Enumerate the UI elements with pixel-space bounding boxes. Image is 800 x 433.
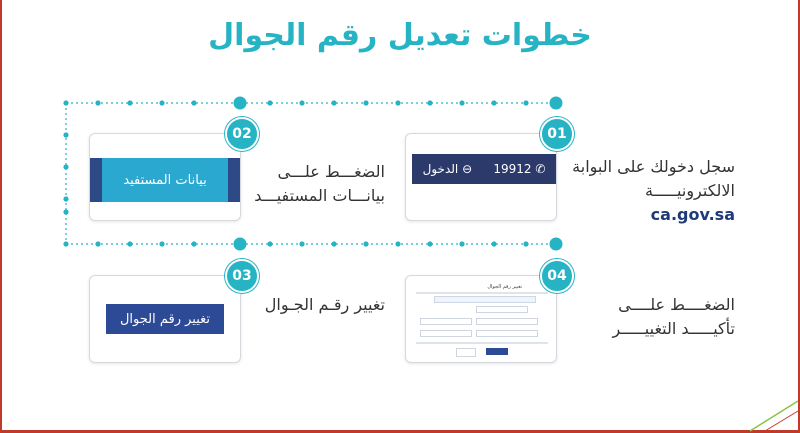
form-field[interactable] (420, 318, 472, 325)
login-bar[interactable] (412, 154, 556, 184)
step-02-card (89, 133, 241, 221)
path-dot (395, 100, 400, 105)
confirm-change-button[interactable] (486, 348, 508, 355)
change-mobile-button[interactable]: تغيير رقم الجوال (106, 304, 224, 334)
step-01-line1: سجل دخولك على البوابة (572, 157, 735, 176)
form-field[interactable] (476, 330, 538, 337)
page-title: خطوات تعديل رقم الجوال (208, 18, 592, 53)
step-04-card (405, 275, 557, 363)
path-dot (267, 241, 272, 246)
path-dot (299, 241, 304, 246)
path-dot (127, 241, 132, 246)
path-dot (63, 196, 68, 201)
path-dot (95, 241, 100, 246)
step-03-text (245, 293, 385, 317)
beneficiary-bar (90, 158, 240, 202)
path-dot (63, 100, 68, 105)
step-03-card (89, 275, 241, 363)
step-02-line1: الضغـــط علـــى (277, 162, 385, 181)
path-dot (234, 97, 247, 110)
path-dot (63, 209, 68, 214)
path-dot (550, 238, 563, 251)
step-02-text (245, 160, 385, 208)
step-04-text (565, 293, 735, 341)
path-dot (331, 100, 336, 105)
form-divider (416, 342, 548, 344)
path-dot (491, 241, 496, 246)
path-dot (234, 238, 247, 251)
step-04-line2: تأكيـــــد التغييـــــر (612, 319, 735, 338)
step-01-line2 (565, 179, 735, 227)
form-field[interactable] (476, 318, 538, 325)
cancel-button[interactable] (456, 348, 476, 357)
login-icon: ⊖ (462, 162, 473, 176)
phone-number: 19912 (493, 162, 532, 176)
step-01-text (565, 155, 735, 227)
step-02-badge: 02 (225, 117, 259, 151)
login-label: الدخول (422, 162, 459, 176)
path-dot (63, 132, 68, 137)
path-dot (191, 100, 196, 105)
path-dot (159, 100, 164, 105)
step-02-line2: بيانـــات المستفيـــد (254, 186, 385, 205)
form-divider (416, 292, 548, 294)
login-group (423, 162, 473, 176)
change-form-preview (416, 282, 548, 358)
phone-icon: ✆ (535, 162, 546, 176)
path-dot (459, 241, 464, 246)
path-dot (95, 100, 100, 105)
beneficiary-data-button[interactable]: بيانات المستفيد (102, 158, 228, 202)
step-01-line2-prefix: الالكترونيـــــة (645, 181, 735, 200)
step-03-line1: تغيير رقـم الجـوال (264, 295, 385, 314)
path-dot (550, 97, 563, 110)
path-dot (267, 100, 272, 105)
form-field[interactable] (420, 330, 472, 337)
path-dot (127, 100, 132, 105)
form-field[interactable] (434, 296, 536, 303)
path-dot (459, 100, 464, 105)
step-04-line1: الضغــــط علــــى (618, 295, 735, 314)
step-01-badge: 01 (540, 117, 574, 151)
path-dot (491, 100, 496, 105)
path-dot (427, 100, 432, 105)
path-dot (63, 164, 68, 169)
path-dot (395, 241, 400, 246)
step-04-badge: 04 (540, 259, 574, 293)
path-dot (159, 241, 164, 246)
form-title: تغيير رقم الجوال (487, 284, 522, 290)
path-dot (191, 241, 196, 246)
phone-group (493, 162, 545, 176)
portal-link[interactable]: ca.gov.sa (650, 205, 735, 224)
corner-decoration (740, 393, 800, 433)
step-01-card (405, 133, 557, 221)
path-dot (523, 100, 528, 105)
path-dot (523, 241, 528, 246)
path-dot (331, 241, 336, 246)
form-field[interactable] (476, 306, 528, 313)
path-dot (363, 241, 368, 246)
path-dot (63, 241, 68, 246)
path-dot (427, 241, 432, 246)
step-03-badge: 03 (225, 259, 259, 293)
path-dot (363, 100, 368, 105)
path-dot (299, 100, 304, 105)
